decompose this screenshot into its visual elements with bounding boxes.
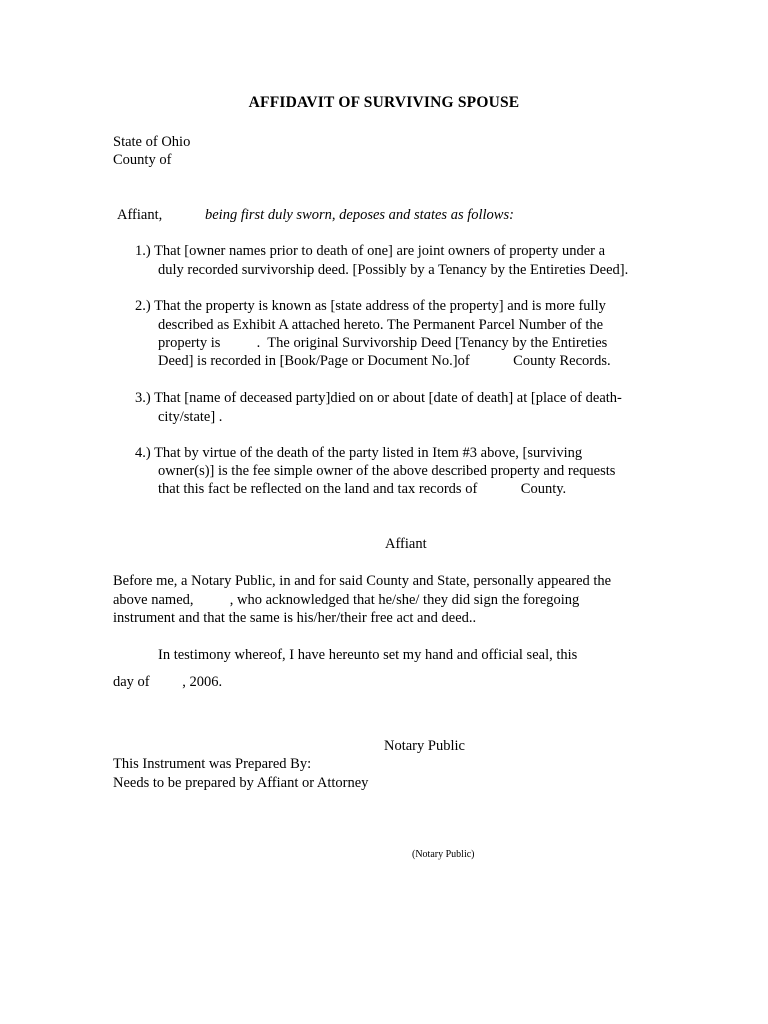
document-title: AFFIDAVIT OF SURVIVING SPOUSE <box>248 94 520 111</box>
item-4-line-2: owner(s)] is the fee simple owner of the above described property and requests <box>158 463 616 479</box>
item-1-line-1: 1.) That [owner names prior to death of one] are joint owners of property under a <box>135 243 606 259</box>
item-3-line-1: 3.) That [name of deceased party]died on or about [date of death] at [place of death- <box>135 390 622 406</box>
notary-paragraph-line-2: above named, , who acknowledged that he/she/ they did sign the foregoing <box>113 592 580 608</box>
notary-signature-label: Notary Public <box>384 738 465 754</box>
date-line: day of , 2006. <box>113 674 223 690</box>
prepared-by-value: Needs to be prepared by Affiant or Attorney <box>113 775 369 791</box>
item-4-line-1: 4.) That by virtue of the death of the party listed in Item #3 above, [surviving <box>135 445 583 461</box>
venue-county: County of <box>113 152 172 168</box>
item-3-line-2: city/state] . <box>158 409 223 425</box>
item-4-line-3: that this fact be reflected on the land and tax records of County. <box>158 481 567 497</box>
venue-state: State of Ohio <box>113 134 191 150</box>
item-1-line-2: duly recorded survivorship deed. [Possibly by a Tenancy by the Entireties Deed]. <box>158 262 629 278</box>
sworn-statement: being first duly sworn, deposes and states as follows: <box>205 207 514 223</box>
item-2-line-3: property is . The original Survivorship Deed [Tenancy by the Entireties <box>158 335 608 351</box>
footer-notary-note: (Notary Public) <box>412 849 475 860</box>
affiant-signature-label: Affiant <box>385 536 427 552</box>
item-2-line-4: Deed] is recorded in [Book/Page or Document No.]of County Records. <box>158 353 611 369</box>
item-2-line-2: described as Exhibit A attached hereto. The Permanent Parcel Number of the <box>158 317 604 333</box>
notary-paragraph-line-3: instrument and that the same is his/her/their free act and deed.. <box>113 610 477 626</box>
affiant-label: Affiant, <box>117 207 163 223</box>
prepared-by-label: This Instrument was Prepared By: <box>113 756 312 772</box>
testimony-line: In testimony whereof, I have hereunto set my hand and official seal, this <box>158 647 578 663</box>
notary-paragraph-line-1: Before me, a Notary Public, in and for said County and State, personally appeared the <box>113 573 612 589</box>
item-2-line-1: 2.) That the property is known as [state address of the property] and is more fully <box>135 298 606 314</box>
